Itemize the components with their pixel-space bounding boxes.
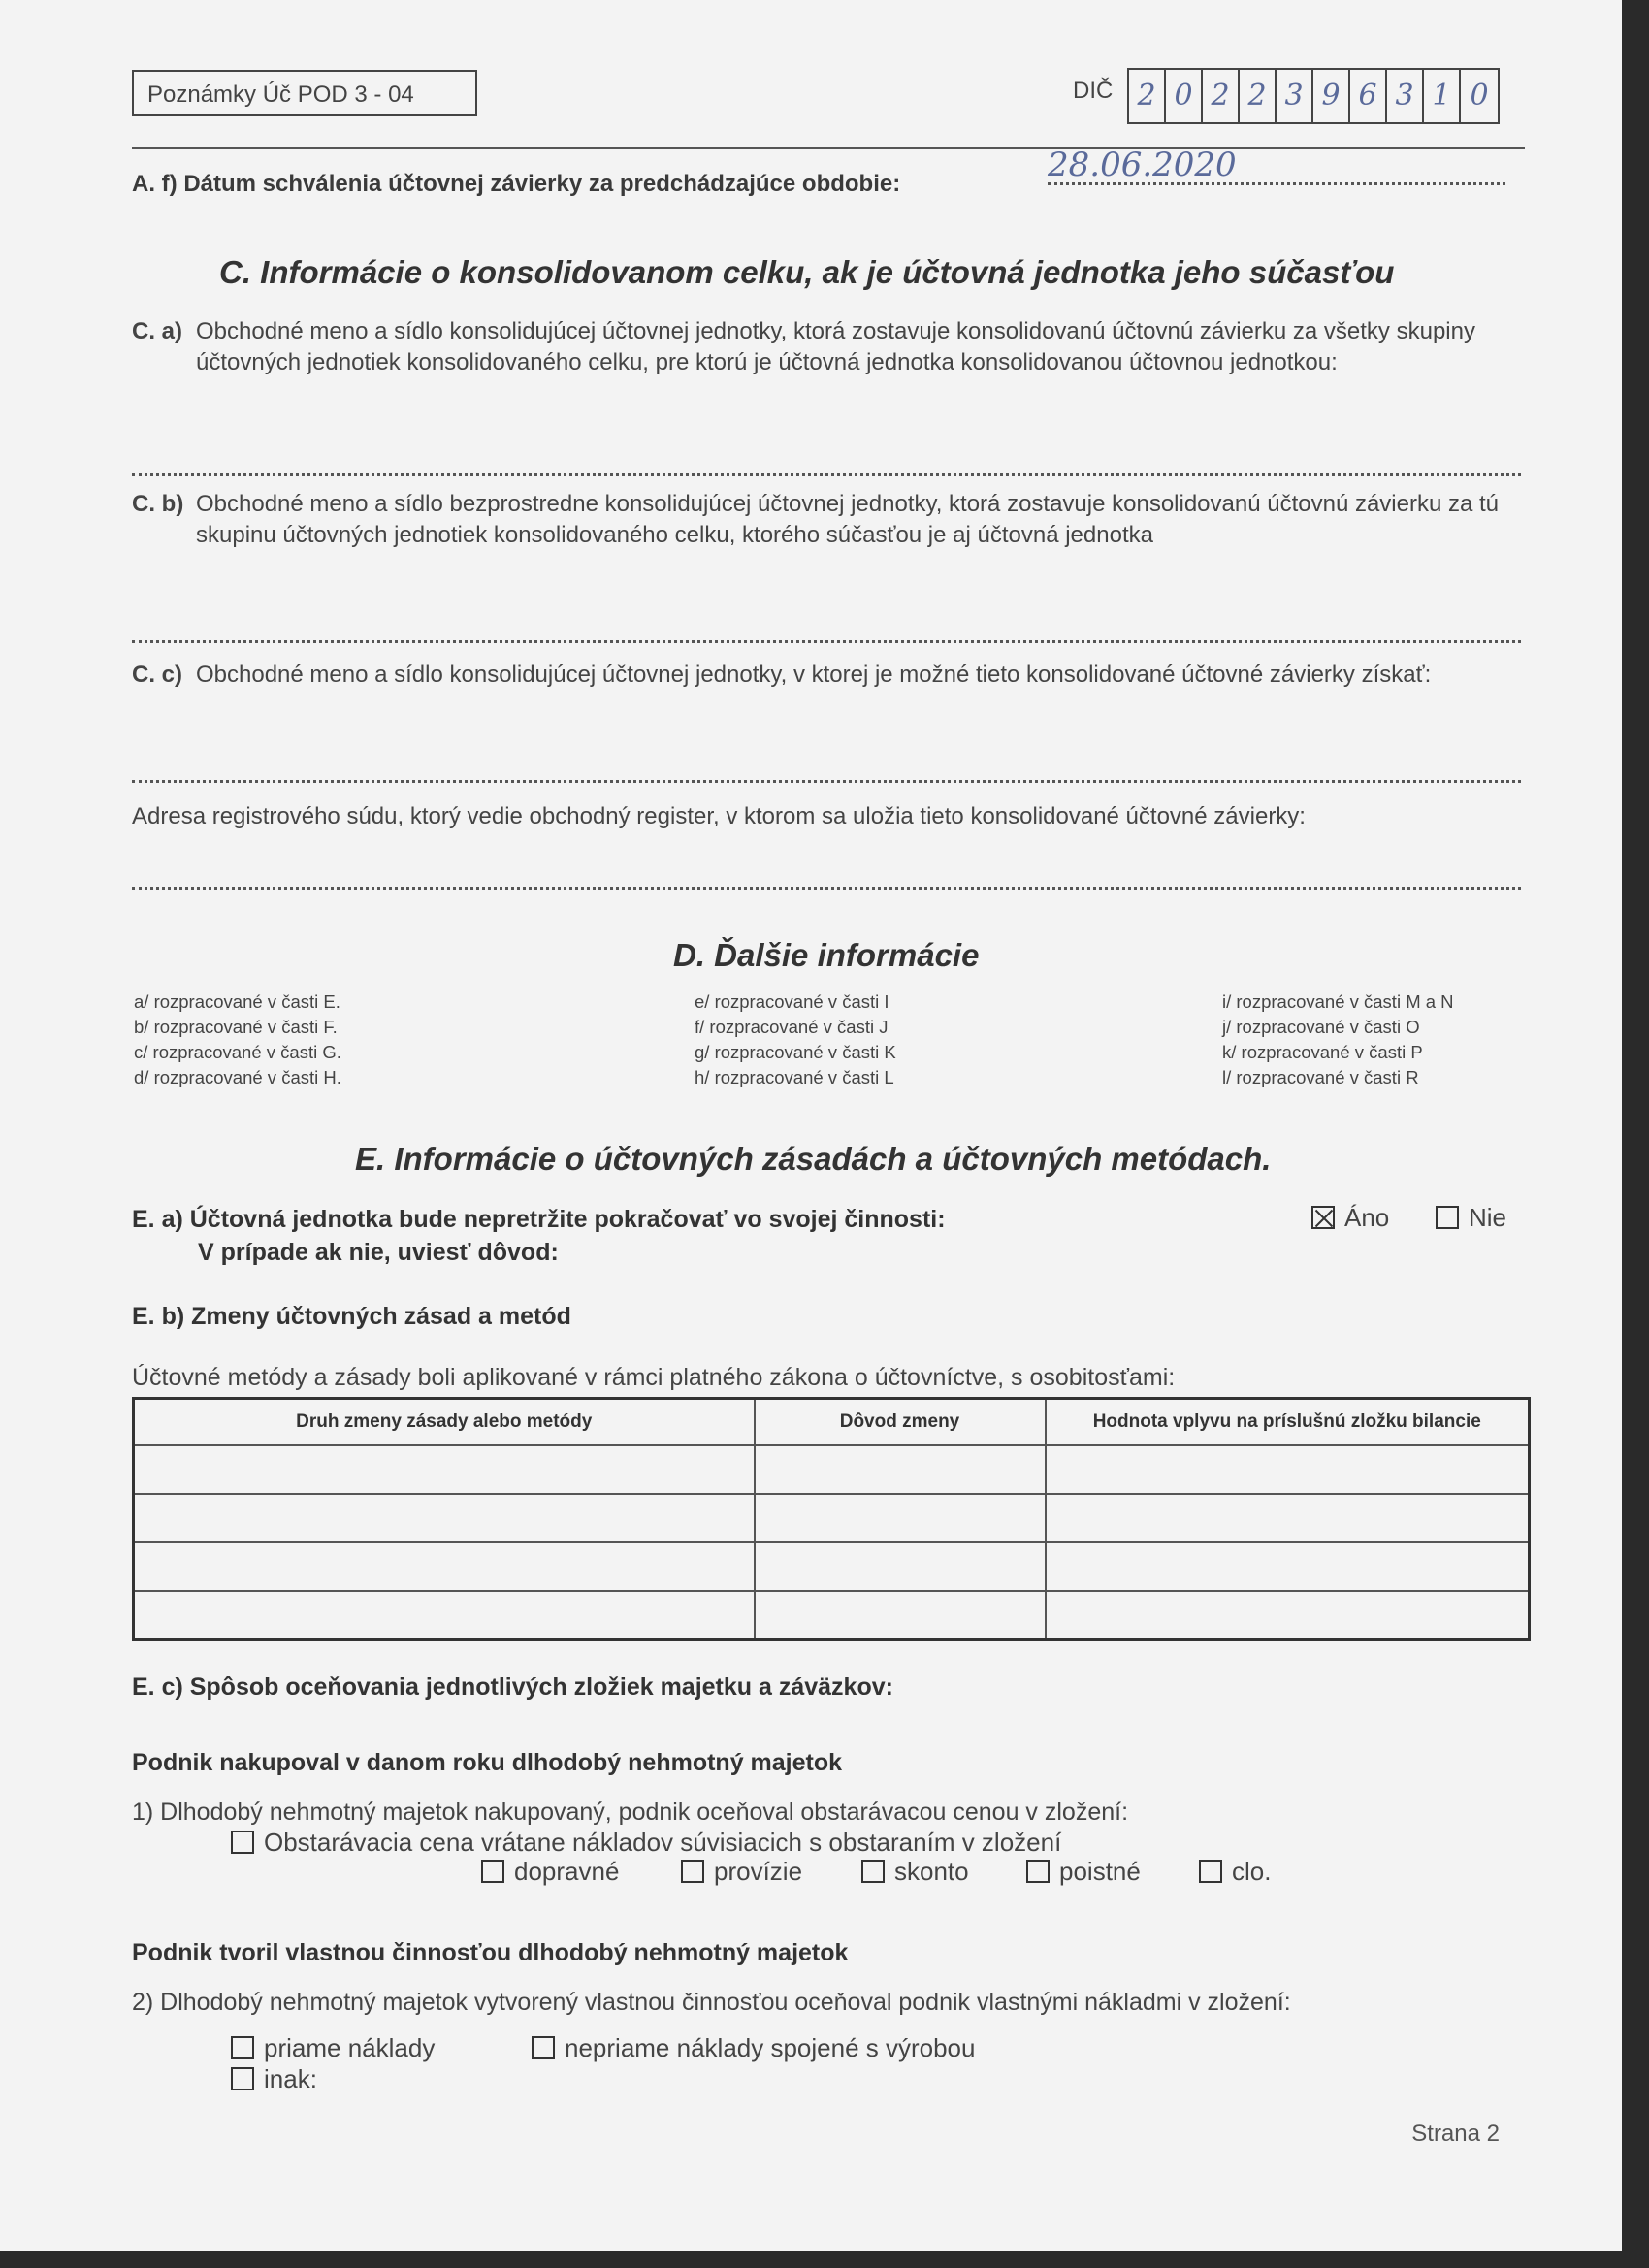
dic-digit[interactable]: 1: [1424, 70, 1461, 122]
table-row: [134, 1542, 1530, 1591]
dopravne-label: dopravné: [514, 1857, 620, 1886]
d-list-col3: [1222, 989, 1454, 1090]
dic-digit[interactable]: 2: [1129, 70, 1166, 122]
changes-table: [132, 1397, 1531, 1641]
nie-checkbox[interactable]: [1436, 1206, 1459, 1229]
obstaravacia-checkbox[interactable]: [231, 1831, 254, 1854]
dic-digit[interactable]: 2: [1203, 70, 1240, 122]
clo-option[interactable]: [1199, 1857, 1271, 1887]
table-cell[interactable]: [1046, 1494, 1530, 1542]
column-header: Hodnota vplyvu na príslušnú zložku bilancie: [1046, 1399, 1530, 1446]
dic-digit[interactable]: 0: [1470, 79, 1489, 113]
nepriame-option[interactable]: [532, 2033, 975, 2063]
inak-option[interactable]: [231, 2064, 317, 2094]
priame-checkbox[interactable]: [231, 2036, 254, 2059]
dopravne-option[interactable]: [481, 1857, 619, 1887]
list-item: d/ rozpracované v časti H.: [134, 1067, 341, 1087]
sub1-main-option[interactable]: [231, 1828, 1061, 1858]
sub1-text: 1) Dlhodobý nehmotný majetok nakupovaný, podnik oceňoval obstarávacou cenou v zložení:: [132, 1798, 1129, 1826]
poistne-option[interactable]: [1026, 1857, 1141, 1887]
section-d-title: D. Ďalšie informácie: [673, 937, 980, 973]
ano-checkbox[interactable]: [1311, 1206, 1335, 1229]
e-c-title: E. c) Spôsob oceňovania jednotlivých zložiek majetku a záväzkov:: [132, 1673, 893, 1701]
approval-date-dotline: [1048, 182, 1505, 185]
inak-label: inak:: [264, 2064, 317, 2093]
table-cell[interactable]: [755, 1542, 1046, 1591]
skonto-option[interactable]: [861, 1857, 969, 1887]
c-c-prefix: C. c): [132, 662, 183, 688]
priame-label: priame náklady: [264, 2033, 436, 2062]
c-a-text: Obchodné meno a sídlo konsolidujúcej účtovnej jednotky, ktorá zostavuje konsolidovanú účtovnú závierku za všetky skupiny účtovných jednotiek konsolidovaného celku, pre ktorú je účtovná jednotka konsolidovanou účtovnou jednotkou:: [196, 318, 1475, 375]
obstaravacia-label: Obstarávacia cena vrátane nákladov súvisiacich s obstaraním v zložení: [264, 1828, 1062, 1857]
table-cell[interactable]: [1046, 1542, 1530, 1591]
sub2-title: Podnik tvoril vlastnou činnosťou dlhodobý nehmotný majetok: [132, 1939, 849, 1966]
table-cell[interactable]: [755, 1494, 1046, 1542]
c-b-answer-line[interactable]: [132, 640, 1521, 643]
list-item: a/ rozpracované v časti E.: [134, 991, 340, 1012]
e-a-line1: E. a) Účtovná jednotka bude nepretržite pokračovať vo svojej činnosti:: [132, 1206, 946, 1233]
table-header-row: [134, 1399, 1530, 1446]
table-cell[interactable]: [134, 1591, 755, 1640]
table-row: [134, 1494, 1530, 1542]
dic-digit[interactable]: 9: [1313, 70, 1350, 122]
clo-label: clo.: [1232, 1857, 1272, 1886]
clo-checkbox[interactable]: [1199, 1860, 1222, 1883]
dic-label: DIČ: [1073, 78, 1114, 104]
priame-option[interactable]: [231, 2033, 435, 2063]
nepriame-label: nepriame náklady spojené s výrobou: [565, 2033, 976, 2062]
dic-input-boxes[interactable]: [1127, 68, 1500, 124]
registry-answer-line[interactable]: [132, 887, 1521, 890]
ano-option[interactable]: [1311, 1203, 1389, 1233]
list-item: l/ rozpracované v časti R: [1222, 1067, 1419, 1087]
dic-digit[interactable]: 3: [1387, 70, 1424, 122]
header-divider: [132, 147, 1525, 149]
column-header: Druh zmeny zásady alebo metódy: [134, 1399, 755, 1446]
registry-text: Adresa registrového súdu, ktorý vedie obchodný register, v ktorom sa uložia tieto konsolidované účtovné závierky:: [132, 803, 1306, 829]
ano-label: Áno: [1344, 1203, 1390, 1232]
skonto-label: skonto: [894, 1857, 969, 1886]
poistne-checkbox[interactable]: [1026, 1860, 1050, 1883]
table-cell[interactable]: [1046, 1445, 1530, 1494]
inak-checkbox[interactable]: [231, 2067, 254, 2090]
table-cell[interactable]: [755, 1445, 1046, 1494]
list-item: b/ rozpracované v časti F.: [134, 1017, 338, 1037]
dic-digit[interactable]: 2: [1240, 70, 1277, 122]
table-row: [134, 1591, 1530, 1640]
provizie-label: provízie: [714, 1857, 803, 1886]
list-item: i/ rozpracované v časti M a N: [1222, 991, 1454, 1012]
c-c-answer-line[interactable]: [132, 780, 1521, 783]
c-b-text: Obchodné meno a sídlo bezprostredne konsolidujúcej účtovnej jednotky, ktorá zostavuje konsolidovanú účtovnú závierku za tú skupinu účtovných jednotiek konsolidovaného celku, ktorého súčasťou je aj účtovná jednotka: [196, 491, 1500, 548]
dopravne-checkbox[interactable]: [481, 1860, 504, 1883]
e-b-text: Účtovné metódy a zásady boli aplikované v rámci platného zákona o účtovníctve, s osobitosťami:: [132, 1364, 1176, 1391]
table-cell[interactable]: [755, 1591, 1046, 1640]
list-item: e/ rozpracované v časti I: [695, 991, 889, 1012]
c-b-prefix: C. b): [132, 491, 184, 517]
c-a-prefix: C. a): [132, 318, 183, 344]
e-a-line2: V prípade ak nie, uviesť dôvod:: [198, 1239, 559, 1266]
section-c-title: C. Informácie o konsolidovanom celku, ak je účtovná jednotka jeho súčasťou: [219, 254, 1395, 290]
list-item: c/ rozpracované v časti G.: [134, 1042, 341, 1062]
nepriame-checkbox[interactable]: [532, 2036, 555, 2059]
table-cell[interactable]: [134, 1445, 755, 1494]
approval-date-label: A. f) Dátum schválenia účtovnej závierky za predchádzajúce obdobie:: [132, 171, 901, 197]
nie-option[interactable]: [1436, 1203, 1506, 1233]
dic-digit[interactable]: 6: [1350, 70, 1387, 122]
c-c-text: Obchodné meno a sídlo konsolidujúcej účtovnej jednotky, v ktorej je možné tieto konsolidované účtovné závierky získať:: [196, 662, 1432, 688]
d-list-col1: [134, 989, 341, 1090]
skonto-checkbox[interactable]: [861, 1860, 885, 1883]
approval-date-value[interactable]: 28.06.2020: [1048, 146, 1237, 184]
sub1-title: Podnik nakupoval v danom roku dlhodobý nehmotný majetok: [132, 1749, 843, 1776]
table-cell[interactable]: [1046, 1591, 1530, 1640]
table-row: [134, 1445, 1530, 1494]
table-cell[interactable]: [134, 1542, 755, 1591]
list-item: f/ rozpracované v časti J: [695, 1017, 889, 1037]
provizie-checkbox[interactable]: [681, 1860, 704, 1883]
table-cell[interactable]: [134, 1494, 755, 1542]
list-item: g/ rozpracované v časti K: [695, 1042, 896, 1062]
nie-label: Nie: [1469, 1203, 1507, 1232]
poistne-label: poistné: [1059, 1857, 1141, 1886]
c-a-answer-line[interactable]: [132, 473, 1521, 476]
column-header: Dôvod zmeny: [755, 1399, 1046, 1446]
sub2-text: 2) Dlhodobý nehmotný majetok vytvorený vlastnou činnosťou oceňoval podnik vlastnými nákladmi v zložení:: [132, 1989, 1291, 2016]
list-item: k/ rozpracované v časti P: [1222, 1042, 1423, 1062]
dic-digit[interactable]: 0: [1166, 70, 1203, 122]
list-item: h/ rozpracované v časti L: [695, 1067, 894, 1087]
d-list-col2: [695, 989, 896, 1090]
page-number: Strana 2: [1411, 2121, 1500, 2147]
provizie-option[interactable]: [681, 1857, 802, 1887]
list-item: j/ rozpracované v časti O: [1222, 1017, 1420, 1037]
dic-digit[interactable]: 3: [1277, 70, 1313, 122]
e-b-title: E. b) Zmeny účtovných zásad a metód: [132, 1303, 571, 1330]
form-label-box: Poznámky Úč POD 3 - 04: [132, 70, 477, 116]
section-e-title: E. Informácie o účtovných zásadách a účtovných metódach.: [355, 1141, 1272, 1177]
